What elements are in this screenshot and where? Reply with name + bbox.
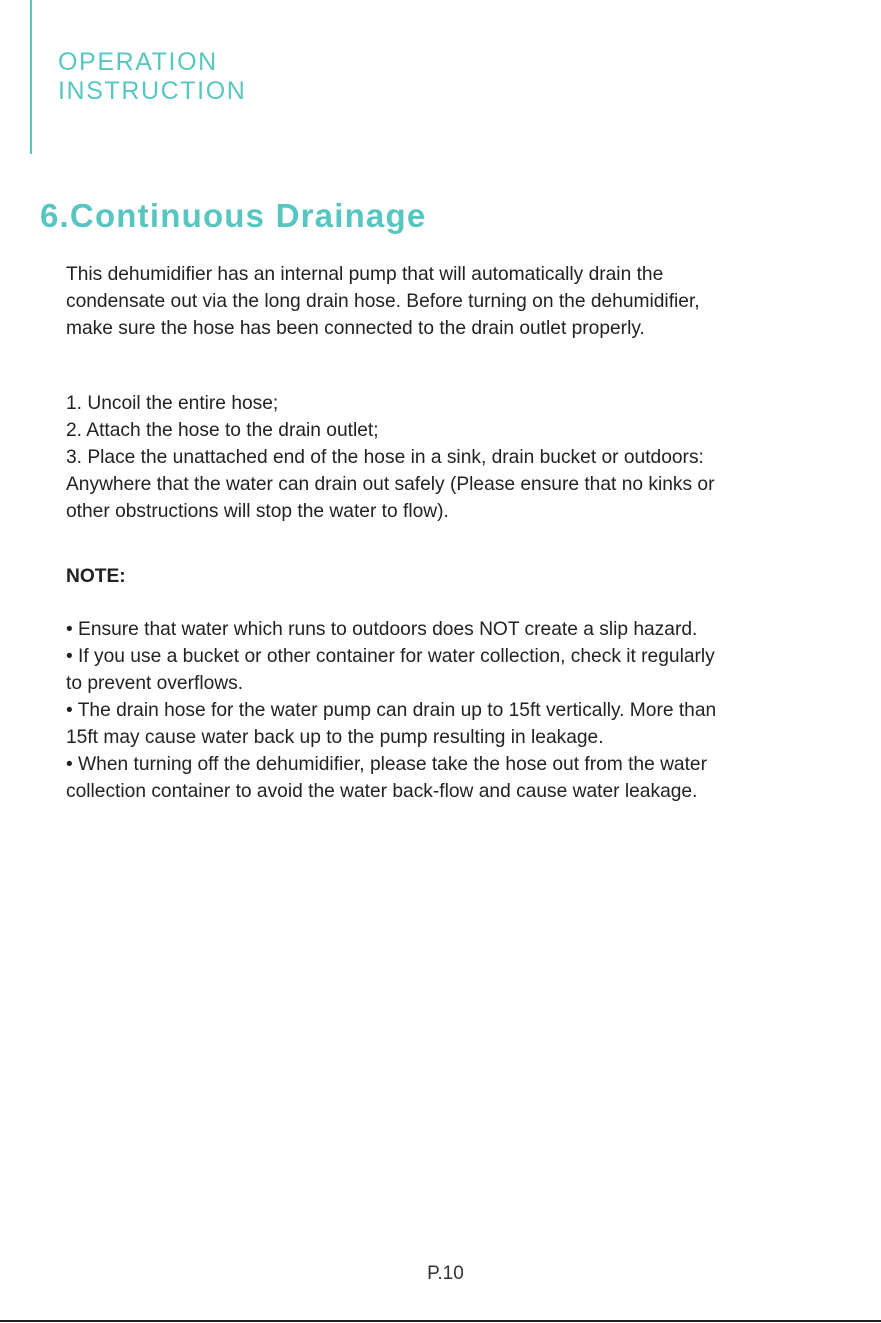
note-heading: NOTE: [66,566,126,587]
header-accent-rule [30,0,32,154]
note-line: 15ft may cause water back up to the pump resulting in leakage. [66,727,604,748]
note-line: collection container to avoid the water back-flow and cause water leakage. [66,781,698,802]
section-header [58,48,246,106]
intro-line: condensate out via the long drain hose. Before turning on the dehumidifier, [66,291,700,312]
page-number: P.10 [427,1263,464,1284]
note-line: • If you use a bucket or other container for water collection, check it regularly [66,646,715,667]
step-line: 1. Uncoil the entire hose; [66,393,279,414]
intro-line: This dehumidifier has an internal pump that will automatically drain the [66,264,664,285]
notes-list [66,616,836,805]
intro-paragraph [66,261,836,342]
step-line: other obstructions will stop the water to flow). [66,501,449,522]
note-line: • Ensure that water which runs to outdoors does NOT create a slip hazard. [66,619,698,640]
note-line: to prevent overflows. [66,673,244,694]
section-header-line-1: OPERATION [58,48,218,76]
page-bottom-rule [0,1320,881,1322]
intro-line: make sure the hose has been connected to the drain outlet properly. [66,318,645,339]
step-line: 2. Attach the hose to the drain outlet; [66,420,379,441]
page-title: 6.Continuous Drainage [40,197,427,234]
note-line: • The drain hose for the water pump can drain up to 15ft vertically. More than [66,700,717,721]
section-header-line-2: INSTRUCTION [58,77,247,105]
steps-list [66,390,836,525]
step-line: Anywhere that the water can drain out safely (Please ensure that no kinks or [66,474,715,495]
note-line: • When turning off the dehumidifier, please take the hose out from the water [66,754,707,775]
step-line: 3. Place the unattached end of the hose in a sink, drain bucket or outdoors: [66,447,704,468]
